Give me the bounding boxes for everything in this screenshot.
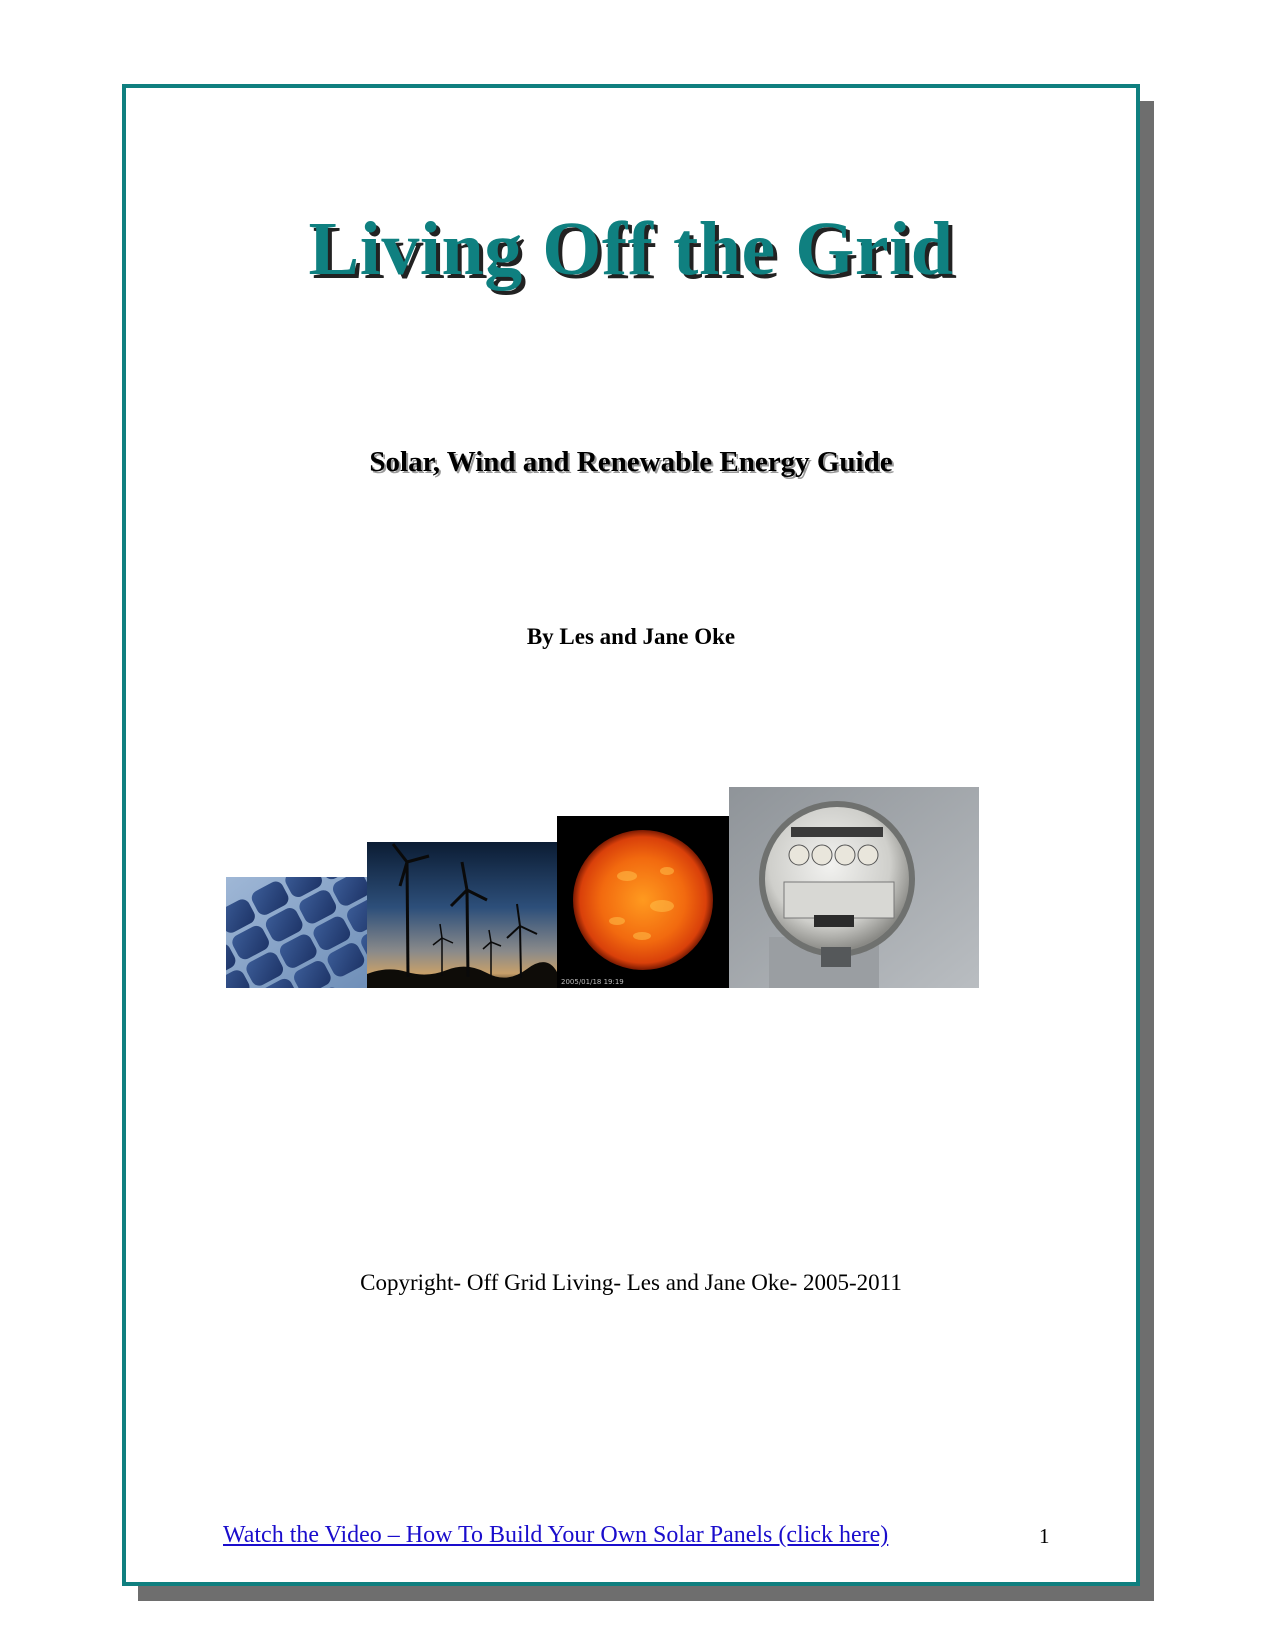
sun-timestamp: 2005/01/18 19:19: [561, 978, 624, 986]
document-subtitle: Solar, Wind and Renewable Energy Guide: [369, 446, 893, 478]
sun-photo: [557, 816, 729, 988]
electric-meter-photo: [729, 787, 979, 988]
document-title: Living Off the Grid: [308, 207, 954, 291]
document-authors: By Les and Jane Oke: [526, 624, 736, 649]
copyright-notice: Copyright- Off Grid Living- Les and Jane Oke- 2005-2011: [360, 1270, 902, 1295]
cover-page: [122, 84, 1140, 1586]
wind-turbines-photo: [367, 842, 557, 988]
page-number: 1: [1039, 1524, 1050, 1548]
watch-video-link[interactable]: Watch the Video – How To Build Your Own Solar Panels (click here): [223, 1522, 889, 1548]
solar-panel-photo: [226, 877, 367, 988]
